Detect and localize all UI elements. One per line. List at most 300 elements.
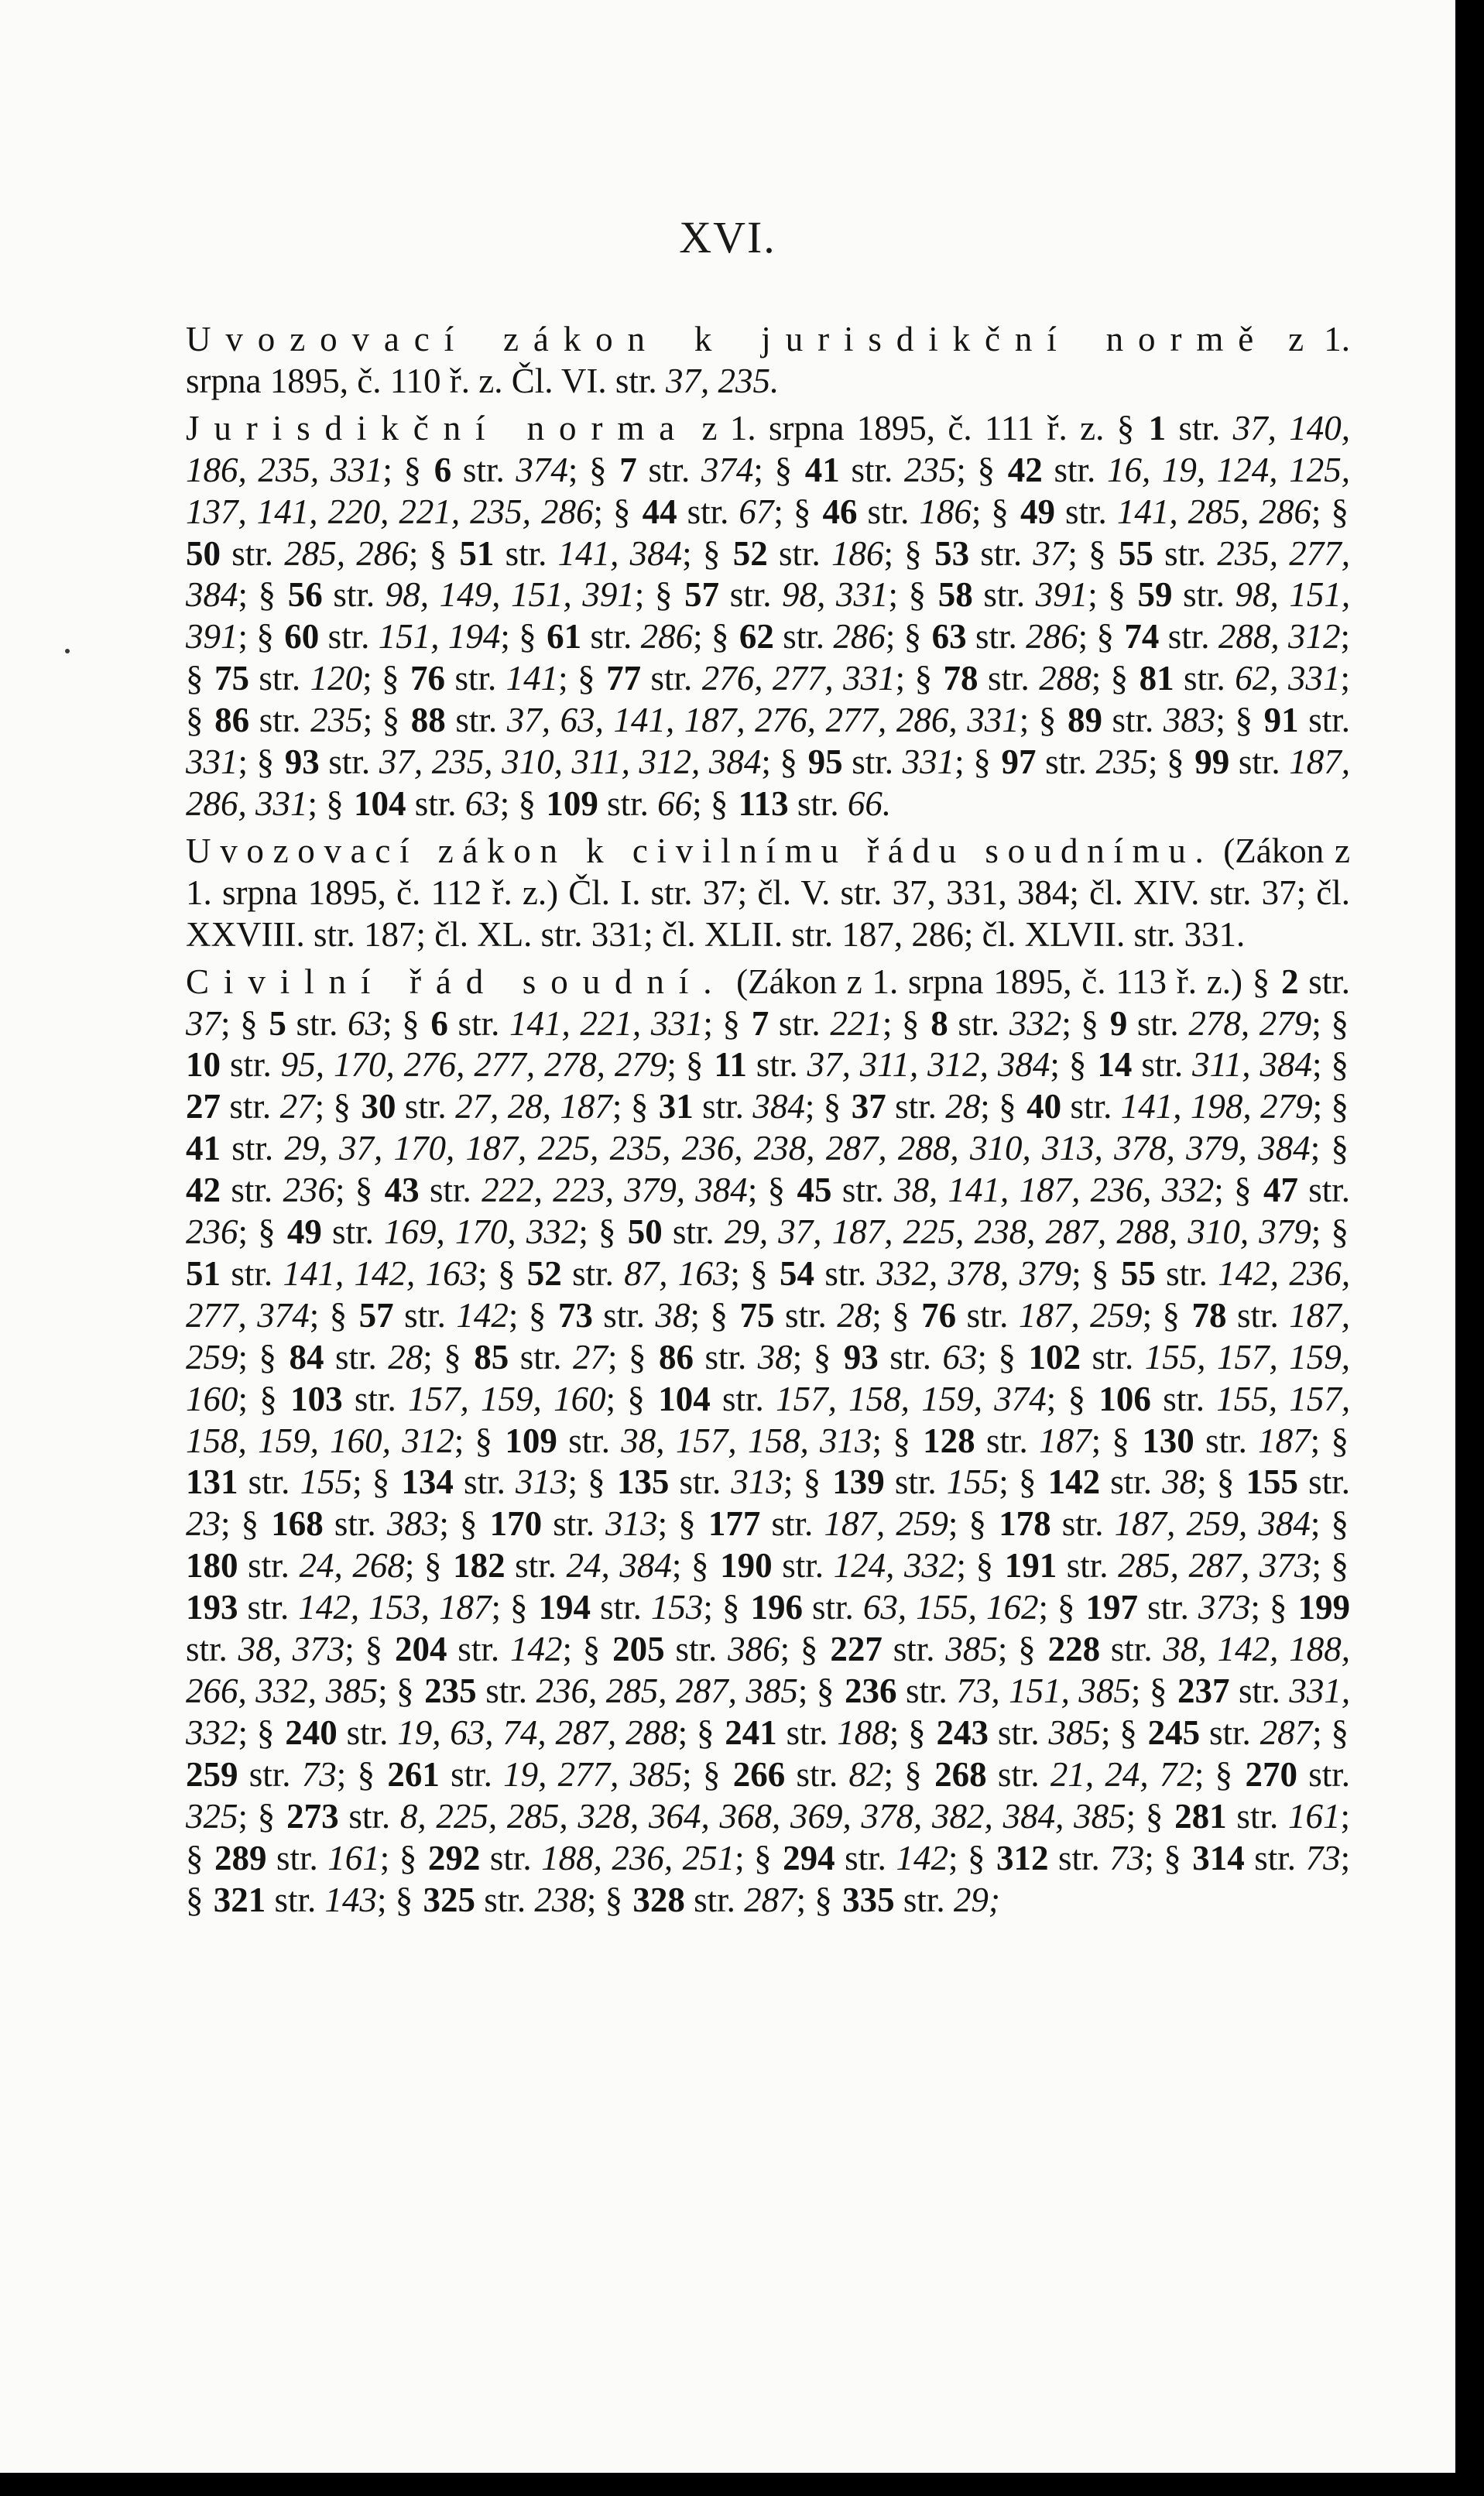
section-number: 139	[832, 1462, 885, 1502]
page-prefix: str.	[1172, 575, 1236, 615]
page-numbers: 157, 159, 160	[408, 1379, 606, 1418]
section-reference: § 78 str. 288;	[914, 659, 1111, 698]
section-number: 155	[1246, 1462, 1299, 1502]
page-prefix: str.	[475, 1880, 535, 1919]
page-numbers: 332, 378, 379	[876, 1253, 1072, 1293]
page-numbers: 235	[1095, 742, 1148, 782]
page-prefix: str.	[978, 659, 1040, 698]
page-prefix: str.	[948, 1003, 1009, 1043]
section-number: 42	[186, 1171, 221, 1210]
page-prefix: str.	[221, 1045, 281, 1085]
page-prefix: str.	[396, 1087, 456, 1126]
section-number: 270	[1245, 1754, 1297, 1794]
page-prefix: str.	[221, 1129, 285, 1168]
page-numbers: 73, 151, 385	[956, 1671, 1131, 1710]
index-entry	[186, 319, 1350, 403]
section-sign: §	[722, 1003, 741, 1043]
page-numbers: 157, 158, 159, 374	[776, 1379, 1047, 1418]
page-numbers: 37, 140, 186, 235, 331	[186, 408, 1350, 489]
page-prefix: str.	[767, 533, 832, 573]
section-sign: §	[326, 783, 344, 823]
page-numbers: 187	[1039, 1421, 1092, 1460]
section-reference: § 241 str. 188;	[696, 1713, 909, 1752]
section-reference: § 7 str. 374;	[589, 450, 775, 489]
section-number: 273	[286, 1796, 339, 1836]
section-number: 103	[290, 1379, 343, 1418]
section-number: 50	[627, 1212, 663, 1252]
section-reference: § 190 str. 124, 332;	[691, 1546, 976, 1586]
section-reference: § 191 str. 285, 287, 373;	[975, 1546, 1331, 1586]
section-sign: §	[1331, 1421, 1349, 1460]
page-prefix: str.	[878, 1337, 943, 1377]
page-numbers: 63, 155, 162	[862, 1588, 1039, 1627]
section-reference: § 77 str. 276, 277, 331;	[577, 659, 915, 698]
section-number: 91	[1263, 701, 1299, 740]
section-reference: § 273 str. 8, 225, 285, 328, 364, 368, 369, 378, 382, 384, 385;	[257, 1796, 1146, 1836]
section-number: 62	[739, 617, 774, 657]
section-number: 55	[1120, 1253, 1156, 1293]
page-numbers: 38, 141, 187, 236, 332	[893, 1171, 1215, 1210]
section-reference: § 44 str. 67;	[613, 492, 793, 531]
section-number: 7	[619, 450, 637, 489]
section-number: 63	[931, 617, 967, 657]
page-numbers: 386	[728, 1630, 780, 1669]
page-prefix: str.	[664, 1630, 728, 1669]
page-prefix: str.	[969, 533, 1033, 573]
page-prefix: str.	[1226, 1295, 1290, 1335]
section-number: 52	[732, 533, 768, 573]
section-sign: §	[333, 1087, 351, 1126]
section-reference: § 104 str. 63;	[326, 783, 519, 823]
section-reference	[711, 784, 891, 823]
entry-references	[186, 962, 1350, 1919]
section-sign: §	[423, 1546, 442, 1586]
page-numbers: 141, 221, 331	[509, 1003, 704, 1043]
section-number: 86	[659, 1337, 694, 1377]
page-prefix: str.	[319, 617, 379, 657]
section-sign: §	[1331, 1212, 1349, 1252]
page-numbers: 236	[186, 1212, 238, 1252]
section-number: 37	[851, 1087, 886, 1126]
page-prefix: str.	[1048, 1838, 1110, 1877]
section-number: 243	[936, 1713, 989, 1752]
page-numbers: 37, 235.	[665, 361, 780, 400]
page-prefix: str.	[776, 1713, 838, 1752]
page-numbers: 124, 332	[833, 1546, 957, 1586]
section-sign: §	[754, 1838, 772, 1877]
section-reference: § 104 str. 157, 158, 159, 374;	[627, 1379, 1068, 1418]
section-sign: §	[780, 742, 797, 782]
section-sign: §	[1235, 701, 1253, 740]
page-prefix: str.	[988, 1713, 1049, 1752]
page-prefix: str.	[1244, 1838, 1306, 1877]
section-sign: §	[257, 1796, 276, 1836]
section-number: 2	[1280, 962, 1299, 1001]
page-prefix: str.	[896, 1671, 957, 1710]
page-numbers: 38, 157, 158, 313	[621, 1421, 872, 1460]
section-sign: §	[497, 1253, 516, 1293]
section-number: 93	[843, 1337, 879, 1377]
page-number: XVI.	[679, 212, 776, 262]
page-numbers: 235	[903, 450, 957, 489]
section-sign: §	[1331, 492, 1349, 531]
section-number: 314	[1192, 1838, 1245, 1877]
page-prefix: str.	[641, 659, 702, 698]
page-numbers: 37	[1033, 533, 1068, 573]
section-number: 55	[1118, 533, 1153, 573]
section-sign: §	[816, 1671, 835, 1710]
section-number: 240	[285, 1713, 338, 1752]
page-numbers: 187	[1258, 1421, 1311, 1460]
margin-speck	[65, 649, 70, 653]
section-sign: §	[329, 1295, 348, 1335]
page-prefix: str.	[238, 1588, 299, 1627]
page-numbers: 23	[186, 1504, 221, 1544]
page-prefix: str.	[694, 1337, 758, 1377]
page-prefix: str.	[1100, 1462, 1163, 1502]
section-sign: §	[582, 1630, 601, 1669]
section-sign: §	[629, 1337, 646, 1377]
page-prefix: str.	[509, 1337, 573, 1377]
section-reference: § 103 str. 157, 159, 160;	[259, 1379, 628, 1418]
section-reference: § 227 str. 385;	[800, 1630, 1019, 1669]
section-reference: § 14 str. 311, 384;	[1068, 1045, 1331, 1085]
section-sign: §	[721, 1588, 740, 1627]
section-sign: §	[588, 1462, 605, 1502]
section-sign: §	[1081, 1003, 1099, 1043]
page-prefix: str.	[774, 1295, 838, 1335]
section-sign: §	[1331, 1129, 1349, 1168]
page-numbers: 383	[1163, 701, 1216, 740]
section-reference: § 8 str. 332;	[902, 1003, 1081, 1043]
section-reference: § 63 str. 286;	[903, 617, 1097, 657]
section-sign: §	[710, 783, 728, 823]
section-reference: § 50 str. 29, 37, 187, 225, 238, 287, 288, 310, 379;	[598, 1212, 1331, 1252]
section-sign: §	[528, 1295, 547, 1335]
page-prefix: str.	[323, 1504, 387, 1544]
section-sign: §	[459, 1504, 478, 1544]
section-number: 325	[423, 1880, 476, 1919]
section-sign: §	[1269, 1588, 1287, 1627]
page-numbers: 66.	[847, 783, 892, 823]
page-prefix: str.	[561, 1253, 625, 1293]
section-reference: § 243 str. 385;	[908, 1713, 1120, 1752]
section-number: 56	[287, 575, 323, 615]
section-reference: § 85 str. 27;	[444, 1337, 629, 1377]
page-prefix: str.	[1194, 1421, 1259, 1460]
section-reference: § 27 str. 27;	[186, 1045, 1349, 1126]
page-prefix: str.	[857, 492, 920, 531]
page-prefix: str.	[882, 1630, 946, 1669]
page-numbers: 82	[848, 1754, 884, 1794]
section-number: 281	[1174, 1796, 1227, 1836]
section-number: 292	[427, 1838, 481, 1877]
section-sign: §	[256, 617, 274, 657]
page-prefix: str.	[406, 783, 465, 823]
section-sign: §	[1038, 701, 1057, 740]
page-numbers: 142, 236, 277, 374	[186, 1253, 1351, 1335]
page-prefix: str.	[249, 701, 311, 740]
index-entry	[186, 408, 1350, 825]
page-numbers: 286	[833, 617, 886, 657]
page-prefix: str.	[1127, 1003, 1189, 1043]
page-numbers: 95, 170, 276, 277, 278, 279	[280, 1045, 667, 1085]
section-number: 1	[1148, 408, 1167, 447]
section-sign: §	[510, 1588, 528, 1627]
page-prefix: str.	[598, 783, 658, 823]
page-prefix: str.	[1159, 617, 1218, 657]
section-sign: §	[702, 533, 721, 573]
section-reference: § 56 str. 98, 149, 151, 391;	[258, 575, 655, 615]
section-sign: §	[186, 1880, 204, 1919]
page-prefix: str.	[669, 1462, 732, 1502]
page-numbers: 169, 170, 332	[384, 1212, 579, 1252]
section-number: 49	[1020, 492, 1055, 531]
section-number: 74	[1124, 617, 1160, 657]
section-sign: §	[258, 575, 276, 615]
section-reference: § 55 str. 142, 236, 277, 374;	[186, 1253, 1351, 1335]
section-number: 50	[186, 533, 221, 573]
page-prefix: str.	[453, 1462, 516, 1502]
section-number: 75	[739, 1295, 775, 1335]
section-number: 41	[186, 1129, 221, 1168]
section-number: 93	[284, 742, 320, 782]
section-number: 196	[750, 1588, 803, 1627]
page-prefix: str.	[966, 617, 1026, 657]
page-prefix: str.	[710, 1379, 776, 1418]
section-number: 130	[1142, 1421, 1194, 1460]
page-numbers: 187, 286, 331	[186, 742, 1351, 823]
section-number: 237	[1177, 1671, 1230, 1710]
section-reference: § 268 str. 21, 24, 72;	[904, 1754, 1215, 1794]
page-prefix: str.	[677, 492, 739, 531]
page-numbers: 67	[739, 492, 774, 531]
section-number: 73	[557, 1295, 593, 1335]
section-sign: §	[999, 1087, 1016, 1126]
page-numbers: 186	[831, 533, 884, 573]
section-sign: §	[256, 742, 275, 782]
section-reference: § 6 str. 374;	[403, 450, 590, 489]
section-number: 236	[844, 1671, 897, 1710]
section-sign: §	[1110, 659, 1129, 698]
section-reference: § 325 str. 238;	[395, 1880, 605, 1919]
page-prefix: str.	[986, 1754, 1050, 1794]
page-prefix: str.	[542, 1504, 606, 1544]
section-sign: §	[711, 617, 729, 657]
section-reference: § 75 str. 120;	[186, 659, 382, 698]
page-numbers: 235, 277, 384	[186, 533, 1350, 615]
section-sign: §	[678, 1504, 696, 1544]
page-prefix: str.	[445, 701, 507, 740]
page-prefix: str.	[186, 1630, 238, 1669]
page-numbers: 187, 259	[824, 1504, 948, 1544]
page-numbers: 37, 311, 312, 384	[807, 1045, 1050, 1085]
page-numbers: 29, 37, 170, 187, 225, 235, 236, 238, 287, 288, 310, 313, 378, 379, 384	[284, 1129, 1311, 1168]
entry-title: Jurisdikční norma	[186, 408, 690, 447]
page-prefix: str.	[1229, 742, 1290, 782]
section-number: 321	[213, 1880, 266, 1919]
page-prefix: str.	[1054, 492, 1117, 531]
section-sign: §	[630, 1087, 649, 1126]
section-reference: § 55 str. 235, 277, 384;	[186, 533, 1350, 615]
section-sign: §	[774, 450, 793, 489]
page-prefix: str.	[324, 1337, 389, 1377]
page-numbers: 28	[388, 1337, 423, 1377]
section-reference: § 259 str. 73;	[186, 1713, 1349, 1794]
entry-intro: z 1. srpna 1895, č. 111 ř. z.	[689, 408, 1117, 447]
section-reference: § 312 str. 73;	[967, 1838, 1164, 1877]
section-sign: §	[357, 1754, 375, 1794]
section-sign: §	[998, 1337, 1016, 1377]
page-numbers: 313	[515, 1462, 568, 1502]
section-number: 134	[401, 1462, 454, 1502]
section-number: 77	[606, 659, 642, 698]
page-numbers: 155	[946, 1462, 999, 1502]
page-prefix: str.	[1100, 1630, 1164, 1669]
section-number: 46	[822, 492, 858, 531]
page-prefix: str.	[592, 1295, 656, 1335]
section-number: 168	[271, 1504, 324, 1544]
section-number: 261	[387, 1754, 440, 1794]
section-reference: § 130 str. 187;	[1112, 1421, 1331, 1460]
page-prefix: str.	[684, 1880, 745, 1919]
section-number: 109	[546, 783, 598, 823]
section-number: 5	[269, 1003, 286, 1043]
section-reference: § 52 str. 87, 163;	[497, 1253, 751, 1293]
section-number: 205	[612, 1630, 665, 1669]
index-entry	[186, 962, 1350, 1922]
section-sign: §	[240, 1003, 258, 1043]
section-reference: § 57 str. 142;	[329, 1295, 529, 1335]
section-reference: § 106 str. 155, 157, 158, 159, 160, 312;	[186, 1379, 1351, 1460]
section-number: 182	[453, 1546, 506, 1586]
section-sign: §	[1331, 1087, 1349, 1126]
section-sign: §	[403, 450, 422, 489]
section-reference: § 128 str. 187;	[893, 1421, 1112, 1460]
page-prefix: str.	[476, 1671, 536, 1710]
page-prefix: str.	[839, 450, 904, 489]
section-sign: §	[444, 1337, 461, 1377]
section-reference: § 41 str. 235;	[774, 450, 978, 489]
section-number: 227	[830, 1630, 883, 1669]
section-sign: §	[1331, 1003, 1349, 1043]
section-reference: § 109 str. 66;	[518, 783, 711, 823]
section-number: 81	[1139, 659, 1174, 698]
section-reference: § 11 str. 37, 311, 312, 384;	[685, 1045, 1069, 1085]
section-reference: § 95 str. 331;	[780, 742, 974, 782]
page-prefix: str.	[842, 742, 903, 782]
page-prefix: str.	[1050, 1504, 1115, 1544]
page-numbers: 38	[655, 1295, 691, 1335]
page-numbers: 286	[1026, 617, 1078, 657]
page-numbers: 285, 286	[284, 533, 409, 573]
page-prefix: str.	[972, 575, 1036, 615]
section-reference: § 37 str. 28;	[823, 1087, 999, 1126]
section-reference: § 61 str. 286;	[519, 617, 711, 657]
page-numbers: 63	[942, 1337, 978, 1377]
page-numbers: 27	[573, 1337, 608, 1377]
section-number: 60	[284, 617, 320, 657]
page-prefix: str.	[814, 1253, 877, 1293]
section-sign: §	[800, 1630, 818, 1669]
section-sign: §	[1068, 1379, 1086, 1418]
section-reference: § 294 str. 142;	[754, 1838, 968, 1877]
entry-references	[186, 409, 1350, 823]
page-prefix: str.	[1298, 1462, 1350, 1502]
section-number: 59	[1137, 575, 1173, 615]
section-sign: §	[519, 617, 536, 657]
section-sign: §	[372, 1462, 390, 1502]
section-sign: §	[1068, 1045, 1087, 1085]
section-number: 8	[930, 1003, 948, 1043]
page-prefix: str.	[1150, 1379, 1217, 1418]
page-prefix: str.	[480, 1838, 542, 1877]
page-prefix: str.	[975, 1421, 1040, 1460]
section-sign: §	[904, 533, 922, 573]
section-reference: § 93 str. 63;	[813, 1337, 999, 1377]
section-sign: §	[613, 492, 631, 531]
section-number: 191	[1004, 1546, 1057, 1586]
page-prefix: str.	[419, 1171, 482, 1210]
section-sign: §	[1164, 1838, 1181, 1877]
section-sign: §	[1215, 1754, 1233, 1794]
page-numbers: 331, 332	[186, 1671, 1351, 1752]
page-prefix: str.	[445, 659, 506, 698]
section-reference: § 88 str. 37, 63, 141, 187, 276, 277, 286, 331;	[382, 701, 1039, 740]
page-numbers: 24, 268	[299, 1546, 405, 1586]
section-sign: §	[1018, 1462, 1037, 1502]
section-reference	[814, 1881, 1000, 1919]
section-sign: §	[186, 701, 204, 740]
page-numbers: 28	[945, 1087, 981, 1126]
section-number: 135	[616, 1462, 670, 1502]
section-sign: §	[977, 450, 996, 489]
page-numbers: 141	[506, 659, 559, 698]
section-reference: § 89 str. 383;	[1038, 701, 1236, 740]
section-sign: §	[710, 1295, 728, 1335]
page-prefix: str.	[636, 450, 701, 489]
page-prefix: str.	[894, 1880, 954, 1919]
page-prefix: str.	[1226, 1796, 1288, 1836]
page-prefix: str.	[494, 533, 558, 573]
entry-title: Uvozovací zákon k jurisdikční normě	[186, 320, 1269, 358]
section-sign: §	[605, 1880, 623, 1919]
section-sign: §	[382, 701, 400, 740]
section-sign: §	[691, 1546, 709, 1586]
section-sign: §	[1162, 1295, 1181, 1335]
section-sign: §	[1234, 1171, 1252, 1210]
page-prefix: str.	[884, 1462, 947, 1502]
section-sign: §	[813, 1337, 831, 1377]
section-sign: §	[823, 1087, 841, 1126]
section-reference: § 58 str. 391;	[908, 575, 1109, 615]
section-number: 7	[751, 1003, 769, 1043]
section-number: 51	[186, 1253, 221, 1293]
section-reference: § 91 str. 331;	[186, 701, 1350, 782]
page-numbers: 287	[1260, 1713, 1313, 1752]
page-numbers: 21, 24, 72	[1050, 1754, 1194, 1794]
section-sign: §	[598, 1212, 616, 1252]
section-sign: §	[1112, 1421, 1129, 1460]
page-prefix: str.	[505, 1546, 567, 1586]
section-reference: § 43 str. 222, 223, 379, 384;	[355, 1171, 768, 1210]
section-number: 228	[1047, 1630, 1101, 1669]
page-numbers: 63	[464, 783, 500, 823]
section-number: 44	[642, 492, 677, 531]
section-sign: §	[382, 659, 399, 698]
section-number: 89	[1067, 701, 1102, 740]
page-prefix: str.	[286, 1003, 348, 1043]
